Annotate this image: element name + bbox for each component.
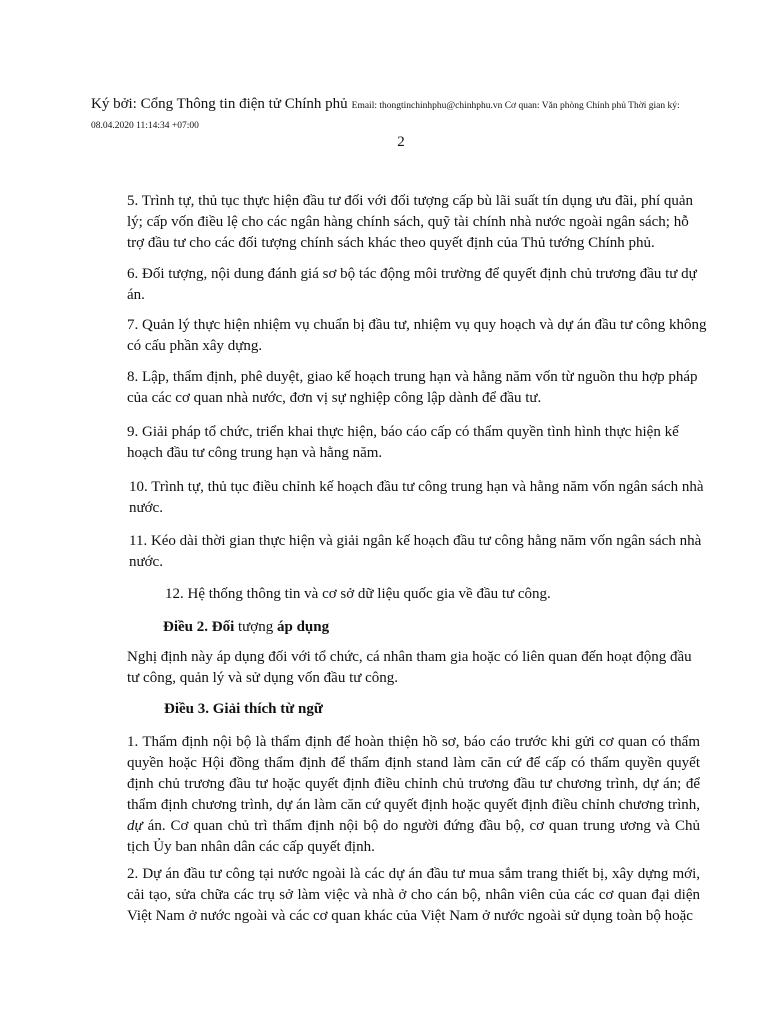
article-2-heading-part2: tượng [234,619,277,635]
signature-datetime: 08.04.2020 11:14:34 +07:00 [91,121,199,131]
list-item: 7. Quản lý thực hiện nhiệm vụ chuẩn bị đầu tư, nhiệm vụ quy hoạch và dự án đầu tư công không có cấu phần xây dựng. [127,317,707,354]
signature-signer: Ký bởi: Cổng Thông tin điện tử Chính phủ [91,96,348,112]
digital-signature [91,94,731,116]
article-3-p1-part2: án. Cơ quan chủ trì thẩm định nội bộ do người đứng đầu bộ, cơ quan trung ương và Chủ tịch Ủy ban nhân dân các cấp quyết định. [127,818,700,855]
list-item: 11. Kéo dài thời gian thực hiện và giải ngân kế hoạch đầu tư công hằng năm vốn ngân sách nhà nước. [129,533,702,570]
list-item: 8. Lập, thẩm định, phê duyệt, giao kế hoạch trung hạn và hằng năm vốn từ nguồn thu hợp pháp của các cơ quan nhà nước, đơn vị sự nghiệp công lập dành để đầu tư. [127,369,698,406]
list-item: 10. Trình tự, thủ tục điều chỉnh kế hoạch đầu tư công trung hạn và hằng năm vốn ngân sách nhà nước. [129,479,704,516]
article-2-heading-part3: áp dụng [276,619,330,635]
article-3-paragraph-1 [127,732,700,858]
article-3-heading-text: Điều 3. Giải thích từ ngữ [164,701,323,717]
article-3-p1-italic: dự [127,818,143,834]
signature-details: Email: thongtinchinhphu@chinhphu.vn Cơ quan: Văn phòng Chính phủ Thời gian ký: [351,101,680,111]
list-item: 9. Giải pháp tổ chức, triển khai thực hiện, báo cáo cấp có thẩm quyền tình hình thực hiện kế hoạch đầu tư công trung hạn và hằng năm. [127,424,679,461]
article-3-heading [164,699,323,720]
list-item: 12. Hệ thống thông tin và cơ sở dữ liệu quốc gia về đầu tư công. [165,586,551,602]
article-2-heading-part1: Điều 2. Đối [163,619,235,635]
article-3-paragraph-2: 2. Dự án đầu tư công tại nước ngoài là các dự án đầu tư mua sắm trang thiết bị, xây dựng mới, cải tạo, sửa chữa các trụ sở làm việc và nhà ở cho cán bộ, nhân viên của các cơ quan đại diện Việt Nam ở nước ngoài và các cơ quan khác của Việt Nam ở nước ngoài sử dụng toàn bộ hoặc [127,866,700,924]
article-2-heading [163,617,329,638]
page-number: 2 [397,134,405,150]
list-item: 6. Đối tượng, nội dung đánh giá sơ bộ tác động môi trường để quyết định chủ trương đầu tư dự án. [127,266,697,303]
list-item: 5. Trình tự, thủ tục thực hiện đầu tư đối với đối tượng cấp bù lãi suất tín dụng ưu đãi, phí quản lý; cấp vốn điều lệ cho các ngân hàng chính sách, quỹ tài chính nhà nước ngoài ngân sách; hỗ trợ đầu tư cho các đối tượng chính sách khác theo quyết định của Thủ tướng Chính phủ. [127,193,694,251]
article-2-body: Nghị định này áp dụng đối với tổ chức, cá nhân tham gia hoặc có liên quan đến hoạt động đầu tư công, quản lý và sử dụng vốn đầu tư công. [127,649,692,686]
article-3-p1-part1: 1. Thẩm định nội bộ là thẩm định để hoàn thiện hồ sơ, báo cáo trước khi gửi cơ quan có thẩm quyền hoặc Hội đồng thẩm định để thẩm định stand làm căn cứ để cấp có thẩm quyền quyết định chủ trương đầu tư hoặc quyết định điều chỉnh chủ trương đầu tư chương trình, dự án; để thẩm định chương trình, dự án làm căn cứ quyết định hoặc quyết định điều chỉnh chương trình, [127,734,700,813]
